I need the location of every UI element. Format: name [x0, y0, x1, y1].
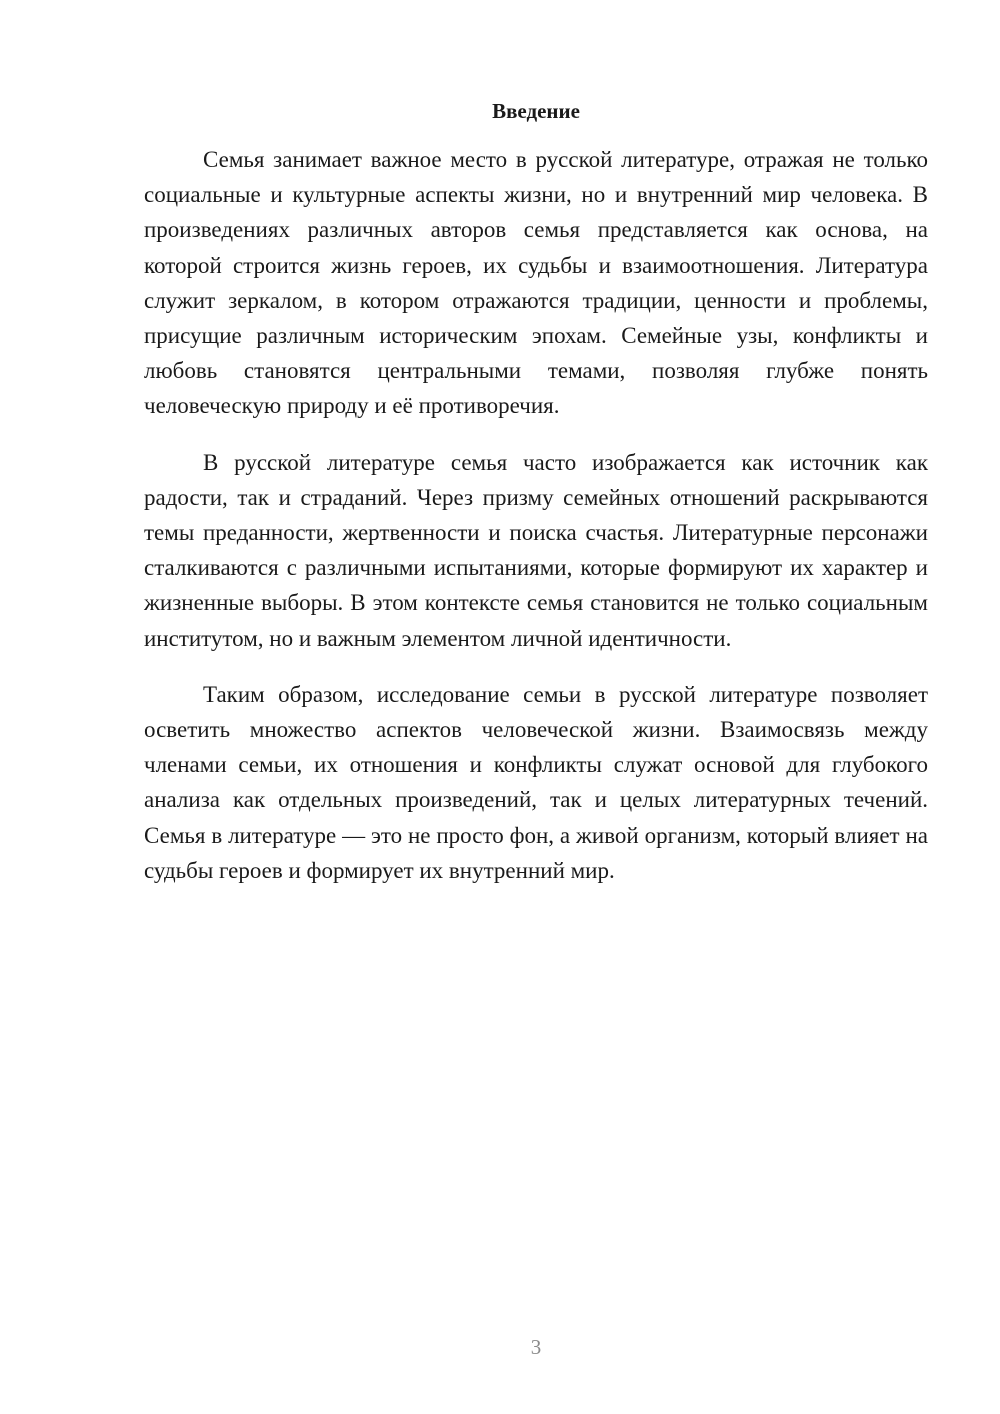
paragraph-1: Семья занимает важное место в русской литературе, отражая не только социальные и культурные аспекты жизни, но и внутренний мир человека. В произведениях различных авторов семья представляется как основа, на которой строится жизнь героев, их судьбы и взаимоотношения. Литература служит зеркалом, в котором отражаются традиции, ценности и проблемы, присущие различным историческим эпохам. Семейные узы, конфликты и любовь становятся центральными темами, позволяя глубже понять человеческую природу и её противоречия.: [144, 147, 928, 419]
body-text: [144, 142, 928, 909]
page-number: 3: [530, 1335, 542, 1359]
paragraph-3: Таким образом, исследование семьи в русской литературе позволяет осветить множество аспектов человеческой жизни. Взаимосвязь между членами семьи, их отношения и конфликты служат основой для глубокого анализа как отдельных произведений, так и целых литературных течений. Семья в литературе — это не просто фон, а живой организм, который влияет на судьбы героев и формирует их внутренний мир.: [144, 681, 928, 883]
section-heading: Введение: [492, 99, 580, 123]
paragraph-2: В русской литературе семья часто изображается как источник как радости, так и страданий. Через призму семейных отношений раскрываются темы преданности, жертвенности и поиска счастья. Литературные персонажи сталкиваются с различными испытаниями, которые формируют их характер и жизненные выборы. В этом контексте семья становится не только социальным институтом, но и важным элементом личной идентичности.: [144, 449, 928, 651]
